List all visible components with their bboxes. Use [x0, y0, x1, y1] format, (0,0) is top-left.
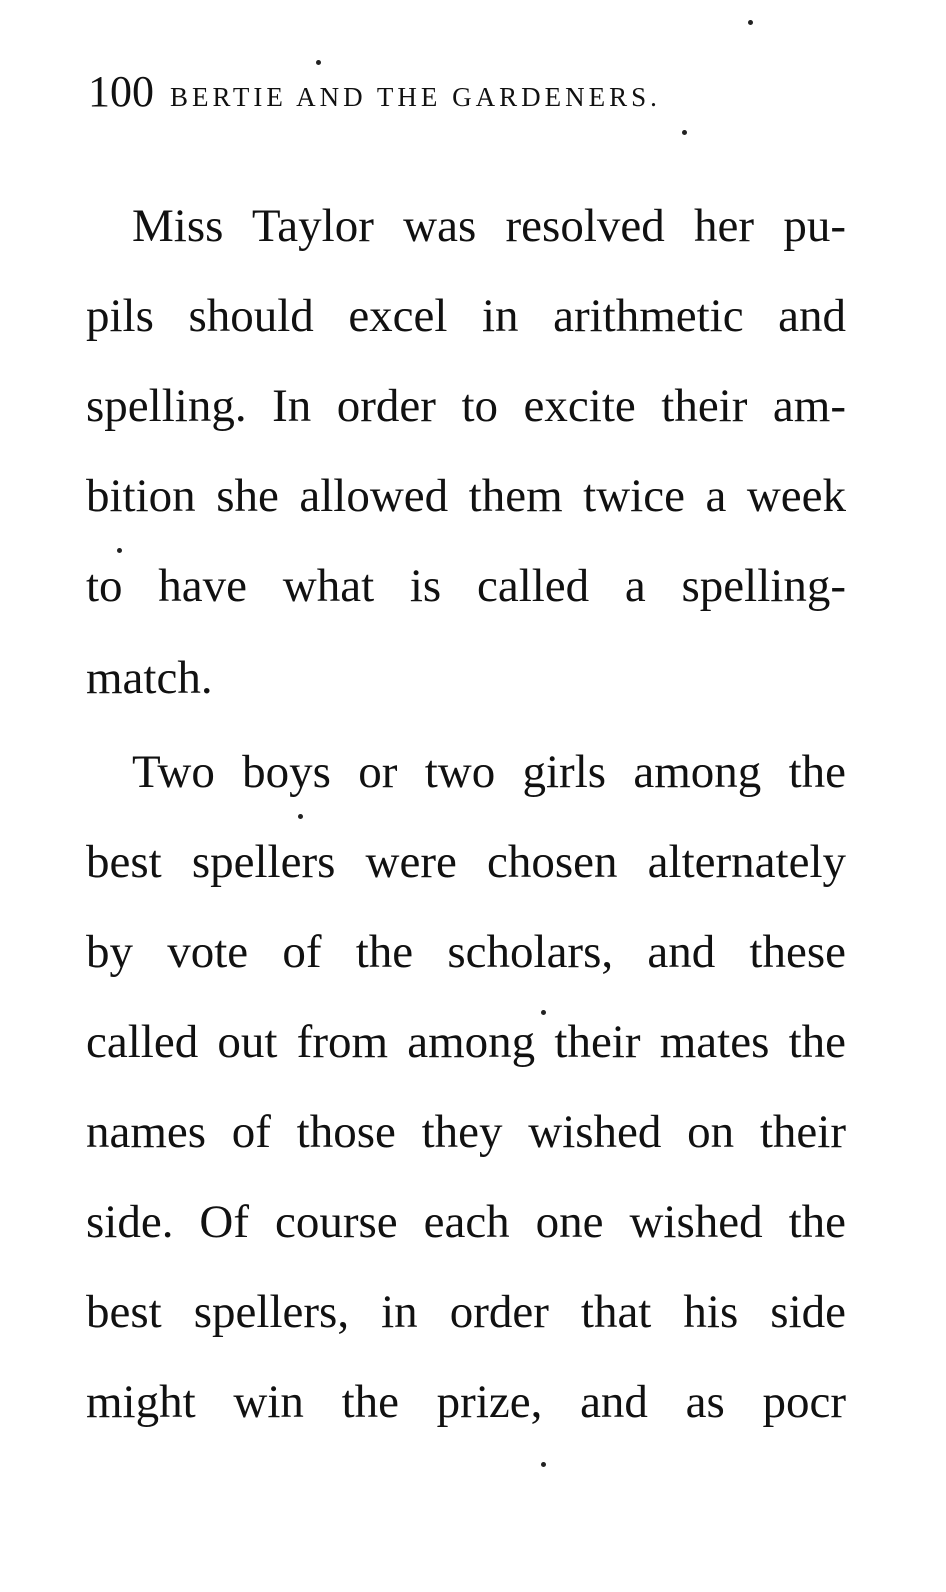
text-line: Two boys or two girls among the [132, 746, 846, 798]
page-number: 100 [88, 67, 154, 116]
text-line: might win the prize, and as pocr [86, 1376, 846, 1428]
text-line: pils should excel in arithmetic and [86, 290, 846, 342]
scan-speck [748, 20, 753, 25]
text-line: by vote of the scholars, and these [86, 926, 846, 978]
scan-speck [541, 1010, 546, 1015]
running-head [88, 66, 768, 126]
text-line: called out from among their mates the [86, 1016, 846, 1068]
scan-speck [316, 60, 321, 65]
text-line: best spellers were chosen alternately [86, 836, 846, 888]
text-line: side. Of course each one wished the [86, 1196, 846, 1248]
scan-speck [117, 548, 122, 553]
scan-speck [541, 1462, 546, 1467]
running-title: BERTIE AND THE GARDENERS. [170, 82, 661, 112]
scan-speck [682, 130, 687, 135]
text-line: best spellers, in order that his side [86, 1286, 846, 1338]
text-line: names of those they wished on their [86, 1106, 846, 1158]
scan-speck [298, 814, 303, 819]
text-line: match. [86, 652, 213, 704]
text-line: Miss Taylor was resolved her pu- [132, 200, 846, 252]
text-line: bition she allowed them twice a week [86, 470, 846, 522]
text-line: spelling. In order to excite their am- [86, 380, 846, 432]
text-line: to have what is called a spelling- [86, 560, 846, 612]
